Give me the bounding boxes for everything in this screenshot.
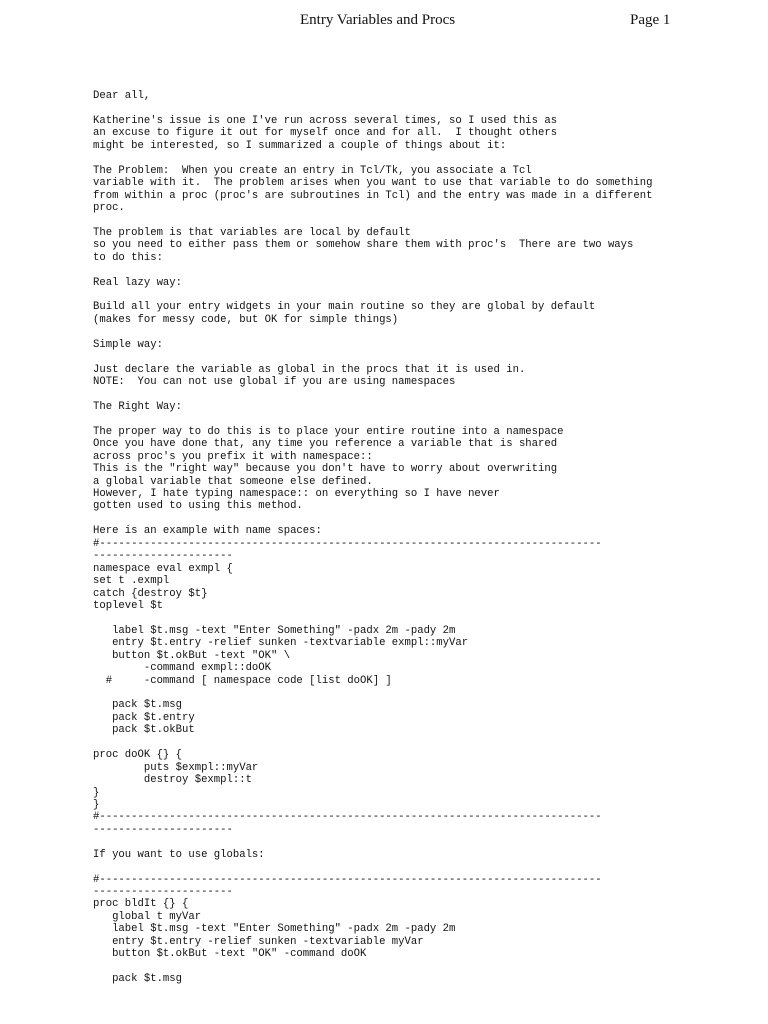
- text-line: #-------------------------------------------------------------------------------: [93, 537, 602, 550]
- text-line: [93, 513, 733, 525]
- text-line: to do this:: [93, 251, 163, 264]
- text-line: [93, 836, 733, 848]
- text-line: label $t.msg -text "Enter Something" -padx 2m -pady 2m: [93, 624, 456, 637]
- text-line: Simple way:: [93, 338, 163, 351]
- text-line: [93, 389, 733, 401]
- text-line: The Right Way:: [93, 400, 183, 413]
- text-line: [93, 264, 733, 276]
- text-line: [93, 326, 733, 338]
- document-body: [93, 90, 733, 986]
- document-title: Entry Variables and Procs: [300, 12, 456, 28]
- text-line: Here is an example with name spaces:: [93, 525, 322, 538]
- text-line: global t myVar: [93, 910, 202, 923]
- text-line: -command exmpl::doOK: [93, 662, 272, 675]
- text-line: proc doOK {} {: [93, 749, 183, 762]
- text-line: Dear all,: [93, 90, 151, 102]
- text-line: toplevel $t: [93, 599, 163, 612]
- text-line: [93, 152, 733, 164]
- text-line: If you want to use globals:: [93, 848, 265, 861]
- text-line: [93, 612, 733, 624]
- text-line: pack $t.entry: [93, 711, 195, 724]
- text-line: pack $t.okBut: [93, 724, 195, 737]
- text-line: ----------------------: [93, 550, 233, 563]
- text-line: [93, 289, 733, 301]
- text-line: This is the "right way" because you don't have to worry about overwriting: [93, 463, 558, 476]
- text-line: Just declare the variable as global in the procs that it is used in.: [93, 363, 526, 376]
- text-line: [93, 102, 733, 114]
- text-line: proc bldIt {} {: [93, 898, 189, 911]
- text-line: The Problem: When you create an entry in Tcl/Tk, you associate a Tcl: [93, 164, 532, 177]
- text-line: might be interested, so I summarized a couple of things about it:: [93, 139, 507, 152]
- text-line: entry $t.entry -relief sunken -textvariable exmpl::myVar: [93, 637, 469, 650]
- text-line: Real lazy way:: [93, 276, 183, 289]
- text-line: Katherine's issue is one I've run across several times, so I used this as: [93, 114, 558, 127]
- text-line: pack $t.msg: [93, 699, 183, 712]
- text-line: catch {destroy $t}: [93, 587, 208, 600]
- text-line: destroy $exmpl::t: [93, 774, 252, 787]
- text-line: button $t.okBut -text "OK" \: [93, 649, 291, 662]
- text-line: However, I hate typing namespace:: on everything so I have never: [93, 488, 500, 500]
- text-line: NOTE: You can not use global if you are using namespaces: [93, 376, 456, 389]
- text-line: #-------------------------------------------------------------------------------: [93, 873, 602, 886]
- text-line: [93, 687, 733, 699]
- text-line: an excuse to figure it out for myself once and for all. I thought others: [93, 127, 558, 140]
- text-line: namespace eval exmpl {: [93, 562, 233, 575]
- page-number: Page 1: [630, 12, 671, 28]
- text-line: ----------------------: [93, 823, 233, 836]
- page-header: [0, 10, 768, 34]
- text-line: }: [93, 786, 100, 799]
- text-line: entry $t.entry -relief sunken -textvariable myVar: [93, 935, 424, 948]
- text-line: [93, 413, 733, 425]
- text-line: pack $t.msg: [93, 973, 183, 986]
- text-line: Build all your entry widgets in your main routine so they are global by default: [93, 301, 596, 314]
- text-line: [93, 351, 733, 363]
- text-line: puts $exmpl::myVar: [93, 761, 259, 774]
- text-line: proc.: [93, 201, 125, 214]
- text-line: }: [93, 798, 100, 811]
- text-line: ----------------------: [93, 886, 233, 898]
- text-line: The problem is that variables are local by default: [93, 226, 411, 239]
- text-line: set t .exmpl: [93, 575, 170, 588]
- text-line: [93, 737, 733, 749]
- text-line: label $t.msg -text "Enter Something" -padx 2m -pady 2m: [93, 923, 456, 936]
- text-line: The proper way to do this is to place your entire routine into a namespace: [93, 425, 564, 438]
- text-line: [93, 861, 733, 873]
- text-line: a global variable that someone else defined.: [93, 475, 373, 488]
- text-line: # -command [ namespace code [list doOK] ]: [93, 674, 392, 687]
- text-line: [93, 214, 733, 226]
- text-line: from within a proc (proc's are subroutines in Tcl) and the entry was made in a different: [93, 189, 653, 202]
- text-line: (makes for messy code, but OK for simple things): [93, 313, 399, 326]
- text-line: button $t.okBut -text "OK" -command doOK: [93, 948, 367, 961]
- text-line: [93, 961, 733, 973]
- text-line: #-------------------------------------------------------------------------------: [93, 811, 602, 824]
- text-line: so you need to either pass them or somehow share them with proc's There are two ways: [93, 239, 634, 252]
- text-line: across proc's you prefix it with namespace::: [93, 450, 373, 463]
- text-line: gotten used to using this method.: [93, 500, 303, 513]
- text-line: Once you have done that, any time you reference a variable that is shared: [93, 438, 558, 451]
- text-line: variable with it. The problem arises when you want to use that variable to do something: [93, 177, 653, 190]
